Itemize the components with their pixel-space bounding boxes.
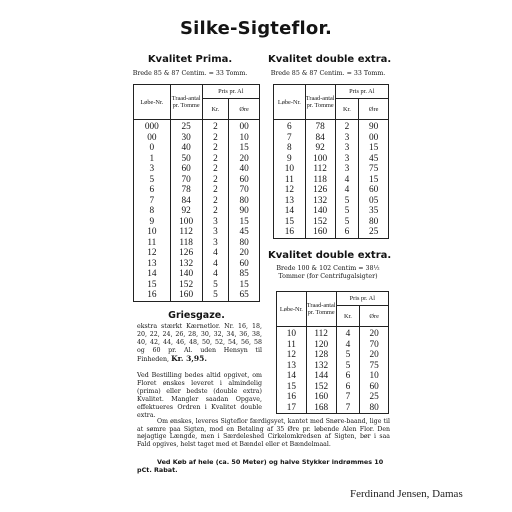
cell-ore: 05 [359, 196, 389, 207]
cell-lobenr: 10 [134, 227, 171, 238]
cell-traadantal: 84 [305, 133, 335, 144]
cell-traadantal: 140 [305, 206, 335, 217]
cell-traadantal: 160 [306, 392, 336, 403]
cell-traadantal: 126 [305, 185, 335, 196]
cell-lobenr: 9 [274, 154, 306, 165]
cell-traadantal: 112 [170, 227, 202, 238]
cell-lobenr: 15 [277, 382, 307, 393]
table-row [134, 206, 260, 217]
cell-traadantal: 112 [306, 327, 336, 340]
cell-ore: 90 [359, 120, 389, 133]
col-header-traad: Traad-antal pr. Tomme [170, 85, 202, 120]
cell-kr: 3 [335, 143, 359, 154]
cell-kr: 5 [202, 280, 229, 291]
double1-subtitle: Brede 85 & 87 Centim. = 33 Tomm. [270, 70, 386, 77]
cell-kr: 3 [335, 133, 359, 144]
griesgaze-text: ekstra stærkt Kærnetlor. Nr. 16, 18, 20, 22, 24, 26, 28, 30, 32, 34, 36, 38, 40, 42, 44, 46, 48, 50, 52, 54, 56, 58 og 60 pr. Al. uden Hensyn til Finheden, [137, 323, 262, 363]
griesgaze-price: Kr. 3,95. [171, 354, 207, 363]
cell-ore: 70 [229, 185, 260, 196]
cell-lobenr: 10 [277, 327, 307, 340]
cell-traadantal: 60 [170, 164, 202, 175]
cell-ore: 20 [360, 327, 389, 340]
cell-ore: 35 [359, 206, 389, 217]
cell-kr: 2 [202, 154, 229, 165]
cell-lobenr: 15 [134, 280, 171, 291]
cell-lobenr: 13 [134, 259, 171, 270]
col-header-pris: Pris pr. Al [202, 85, 259, 99]
cell-ore: 20 [360, 350, 389, 361]
signature-caption: Ferdinand Jensen, Damas [350, 488, 463, 500]
cell-kr: 5 [335, 217, 359, 228]
cell-lobenr: 00 [134, 133, 171, 144]
cell-ore: 85 [229, 269, 260, 280]
cell-lobenr: 8 [134, 206, 171, 217]
cell-lobenr: 14 [134, 269, 171, 280]
cell-ore: 65 [229, 290, 260, 301]
cell-kr: 4 [202, 269, 229, 280]
cell-lobenr: 15 [274, 217, 306, 228]
cell-lobenr: 11 [277, 340, 307, 351]
cell-traadantal: 92 [305, 143, 335, 154]
cell-kr: 3 [202, 227, 229, 238]
col-header-kr: Kr. [336, 306, 360, 327]
table-row [134, 259, 260, 270]
double2-subtitle-1: Brede 100 & 102 Centim = 38½ [276, 265, 380, 272]
cell-ore: 45 [229, 227, 260, 238]
cell-kr: 3 [335, 154, 359, 165]
cell-ore: 80 [229, 238, 260, 249]
table-row [134, 217, 260, 228]
table-row [274, 120, 389, 133]
double2-price-table [276, 291, 389, 414]
cell-lobenr: 12 [134, 248, 171, 259]
cell-ore: 15 [359, 143, 389, 154]
cell-ore: 75 [360, 361, 389, 372]
table-row [134, 133, 260, 144]
cell-ore: 70 [360, 340, 389, 351]
cell-kr: 5 [202, 290, 229, 301]
table-row [134, 164, 260, 175]
cell-traadantal: 126 [170, 248, 202, 259]
cell-ore: 00 [229, 120, 260, 133]
footer-paragraph: Om ønskes, leveres Sigteflor færdigsyet, kantet med Snøre-baand, lige til at sømre paa Sigten, mod en Betaling af 35 Øre pr. løbende Alen Flor. Den nøjagtige Længde, men i Særdeleshed Cirkelomkredsen af Sigten, bør i saa Fald opgives, helst taget med et Bændel eller et Bændelmaal. [137, 418, 390, 448]
cell-kr: 2 [202, 164, 229, 175]
col-header-nr: Løbe-Nr. [277, 292, 307, 327]
cell-traadantal: 168 [306, 403, 336, 414]
cell-traadantal: 118 [170, 238, 202, 249]
cell-ore: 60 [229, 259, 260, 270]
table-row [277, 403, 389, 414]
cell-lobenr: 5 [134, 175, 171, 186]
cell-lobenr: 16 [274, 227, 306, 238]
table-row [274, 206, 389, 217]
cell-lobenr: 13 [274, 196, 306, 207]
cell-ore: 10 [229, 133, 260, 144]
cell-ore: 25 [359, 227, 389, 238]
double2-subtitle-2: Tommer (for Centrifugalsigter) [278, 273, 378, 280]
cell-ore: 45 [359, 154, 389, 165]
col-header-kr: Kr. [335, 99, 359, 120]
col-header-pris: Pris pr. Al [336, 292, 388, 306]
table-row [277, 350, 389, 361]
cell-traadantal: 40 [170, 143, 202, 154]
table-row [274, 227, 389, 238]
cell-ore: 15 [359, 175, 389, 186]
table-row [134, 280, 260, 291]
table-row [277, 361, 389, 372]
cell-kr: 5 [336, 350, 360, 361]
page-title: Silke-Sigteflor. [179, 18, 333, 39]
cell-lobenr: 16 [277, 392, 307, 403]
cell-ore: 40 [229, 164, 260, 175]
cell-traadantal: 50 [170, 154, 202, 165]
cell-kr: 4 [336, 340, 360, 351]
table-row [134, 269, 260, 280]
cell-lobenr: 17 [277, 403, 307, 414]
table-row [277, 371, 389, 382]
cell-traadantal: 152 [170, 280, 202, 291]
order-note: Ved Bestilling bedes altid opgivet, om Floret ønskes leveret i almindelig (prima) eller bedste (double extra) Kvalitet. Mangler saadan Opgave, effektueres Ordren i Kvalitet double extra. [137, 372, 262, 419]
cell-lobenr: 13 [277, 361, 307, 372]
cell-ore: 75 [359, 164, 389, 175]
table-row [134, 238, 260, 249]
cell-traadantal: 84 [170, 196, 202, 207]
footer-rabat-line: Ved Køb af hele (ca. 50 Meter) og halve Stykker indrømmes 10 pCt. Rabat. [137, 458, 384, 474]
table-row [134, 185, 260, 196]
table-row [274, 154, 389, 165]
col-header-traad: Traad-antal pr. Tomme [305, 85, 335, 120]
cell-lobenr: 12 [274, 185, 306, 196]
cell-lobenr: 11 [274, 175, 306, 186]
cell-traadantal: 112 [305, 164, 335, 175]
table-row [134, 196, 260, 207]
cell-traadantal: 140 [170, 269, 202, 280]
cell-kr: 2 [202, 175, 229, 186]
col-header-ore: Øre [359, 99, 389, 120]
cell-kr: 4 [336, 327, 360, 340]
prima-price-table [133, 84, 260, 302]
cell-ore: 00 [359, 133, 389, 144]
cell-kr: 3 [335, 164, 359, 175]
cell-traadantal: 70 [170, 175, 202, 186]
prima-subtitle: Brede 85 & 87 Centim. = 33 Tomm. [132, 70, 248, 77]
table-row [277, 340, 389, 351]
cell-traadantal: 132 [306, 361, 336, 372]
cell-lobenr: 3 [134, 164, 171, 175]
cell-kr: 6 [336, 382, 360, 393]
griesgaze-description [137, 323, 262, 364]
prima-heading: Kvalitet Prima. [147, 54, 233, 65]
cell-lobenr: 7 [274, 133, 306, 144]
cell-lobenr: 8 [274, 143, 306, 154]
cell-traadantal: 92 [170, 206, 202, 217]
cell-ore: 15 [229, 280, 260, 291]
col-header-kr: Kr. [202, 99, 229, 120]
cell-ore: 20 [229, 248, 260, 259]
table-row [274, 217, 389, 228]
cell-traadantal: 152 [305, 217, 335, 228]
cell-kr: 4 [335, 175, 359, 186]
cell-traadantal: 160 [305, 227, 335, 238]
col-header-ore: Øre [360, 306, 389, 327]
cell-kr: 2 [202, 206, 229, 217]
table-row [274, 143, 389, 154]
griesgaze-heading: Griesgaze. [168, 310, 225, 321]
cell-ore: 60 [360, 382, 389, 393]
col-header-pris: Pris pr. Al [335, 85, 388, 99]
cell-traadantal: 100 [170, 217, 202, 228]
cell-kr: 2 [202, 196, 229, 207]
table-row [277, 327, 389, 340]
cell-lobenr: 9 [134, 217, 171, 228]
table-row [274, 185, 389, 196]
cell-lobenr: 16 [134, 290, 171, 301]
double1-price-table [273, 84, 389, 239]
cell-ore: 80 [359, 217, 389, 228]
cell-kr: 4 [202, 259, 229, 270]
cell-kr: 5 [335, 196, 359, 207]
table-row [277, 392, 389, 403]
cell-lobenr: 0 [134, 143, 171, 154]
cell-kr: 7 [336, 403, 360, 414]
cell-kr: 7 [336, 392, 360, 403]
cell-traadantal: 25 [170, 120, 202, 133]
cell-traadantal: 78 [305, 120, 335, 133]
cell-kr: 5 [335, 206, 359, 217]
table-row [134, 175, 260, 186]
cell-lobenr: 000 [134, 120, 171, 133]
cell-lobenr: 14 [274, 206, 306, 217]
table-row [274, 175, 389, 186]
cell-kr: 2 [202, 120, 229, 133]
cell-traadantal: 100 [305, 154, 335, 165]
col-header-nr: Løbe-Nr. [274, 85, 306, 120]
table-row [134, 120, 260, 133]
cell-ore: 15 [229, 143, 260, 154]
cell-ore: 10 [360, 371, 389, 382]
table-row [134, 227, 260, 238]
table-row [274, 164, 389, 175]
cell-kr: 2 [335, 120, 359, 133]
col-header-nr: Løbe-Nr. [134, 85, 171, 120]
cell-kr: 3 [202, 217, 229, 228]
cell-traadantal: 132 [170, 259, 202, 270]
cell-traadantal: 132 [305, 196, 335, 207]
double1-heading: Kvalitet double extra. [268, 54, 392, 65]
cell-kr: 2 [202, 143, 229, 154]
table-row [134, 290, 260, 301]
cell-ore: 80 [229, 196, 260, 207]
cell-lobenr: 6 [274, 120, 306, 133]
cell-ore: 80 [360, 403, 389, 414]
cell-lobenr: 1 [134, 154, 171, 165]
cell-kr: 4 [202, 248, 229, 259]
cell-lobenr: 12 [277, 350, 307, 361]
table-row [274, 196, 389, 207]
col-header-traad: Traad-antal pr. Tomme [306, 292, 336, 327]
cell-lobenr: 11 [134, 238, 171, 249]
cell-traadantal: 144 [306, 371, 336, 382]
cell-lobenr: 10 [274, 164, 306, 175]
cell-traadantal: 118 [305, 175, 335, 186]
cell-kr: 2 [202, 185, 229, 196]
cell-lobenr: 6 [134, 185, 171, 196]
cell-lobenr: 7 [134, 196, 171, 207]
cell-ore: 25 [360, 392, 389, 403]
table-row [274, 133, 389, 144]
table-row [277, 382, 389, 393]
cell-traadantal: 30 [170, 133, 202, 144]
cell-ore: 60 [229, 175, 260, 186]
cell-traadantal: 120 [306, 340, 336, 351]
cell-ore: 15 [229, 217, 260, 228]
cell-traadantal: 128 [306, 350, 336, 361]
cell-traadantal: 160 [170, 290, 202, 301]
cell-kr: 2 [202, 133, 229, 144]
table-row [134, 154, 260, 165]
cell-traadantal: 78 [170, 185, 202, 196]
cell-kr: 3 [202, 238, 229, 249]
cell-kr: 5 [336, 361, 360, 372]
cell-kr: 6 [335, 227, 359, 238]
double2-heading: Kvalitet double extra. [268, 250, 392, 261]
cell-kr: 6 [336, 371, 360, 382]
cell-traadantal: 152 [306, 382, 336, 393]
table-row [134, 143, 260, 154]
cell-ore: 60 [359, 185, 389, 196]
col-header-ore: Øre [229, 99, 260, 120]
cell-ore: 20 [229, 154, 260, 165]
cell-lobenr: 14 [277, 371, 307, 382]
cell-ore: 90 [229, 206, 260, 217]
table-row [134, 248, 260, 259]
cell-kr: 4 [335, 185, 359, 196]
